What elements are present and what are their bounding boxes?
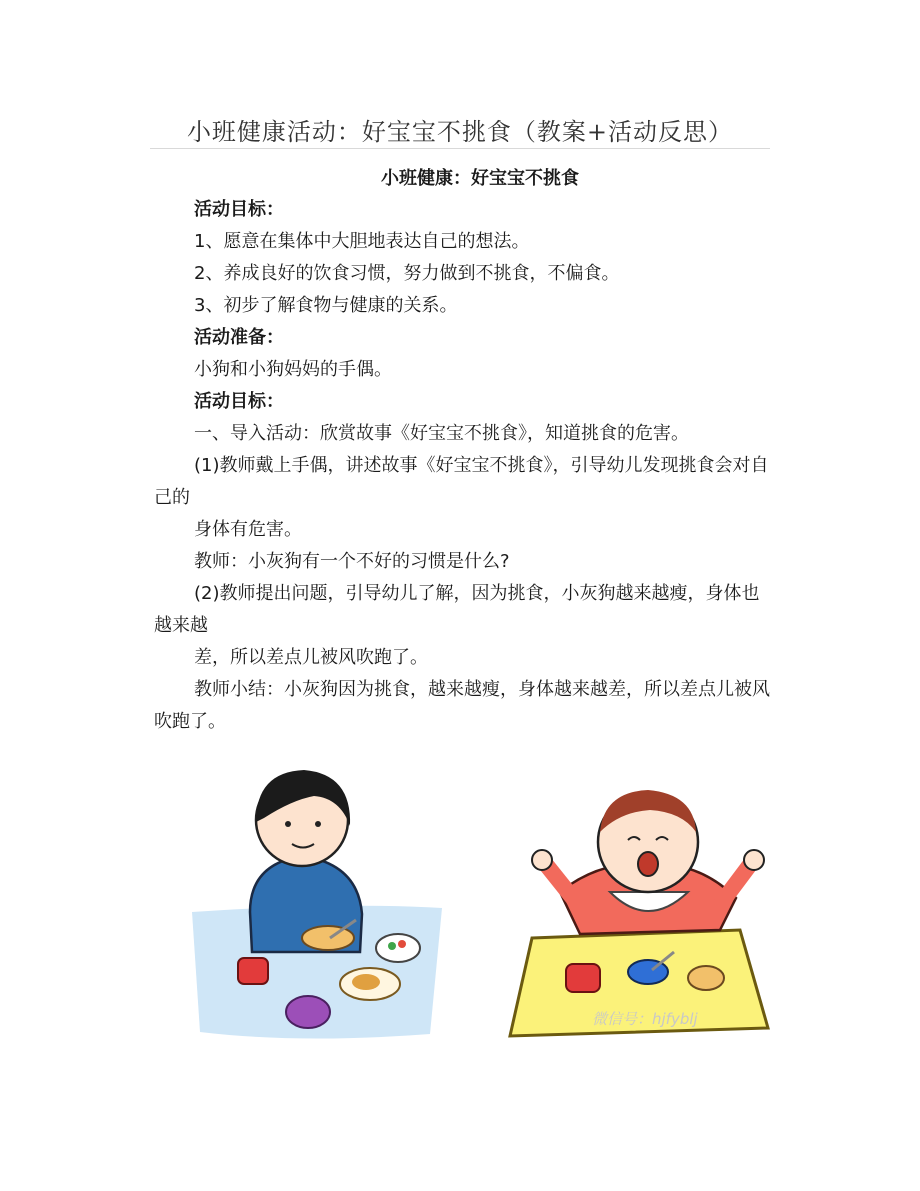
red-cup (238, 958, 268, 984)
grape-bowl (286, 996, 330, 1028)
paragraph-goal-1: 1、愿意在集体中大胆地表达自己的想法。 (194, 231, 530, 252)
soup-bowl (688, 966, 724, 990)
watermark-text: 微信号：hjfyblj (592, 1010, 698, 1028)
paragraph-step-1: (1)教师戴上手偶，讲述故事《好宝宝不挑食》，引导幼儿发现挑食会对自己的 (154, 455, 769, 508)
paragraph-goal-2: 2、养成良好的饮食习惯，努力做到不挑食，不偏食。 (194, 263, 620, 284)
paragraph-intro-activity: 一、导入活动：欣赏故事《好宝宝不挑食》，知道挑食的危害。 (194, 423, 689, 444)
salad-bowl (376, 934, 420, 962)
paragraph-preparation: 小狗和小狗妈妈的手偶。 (194, 359, 392, 380)
paragraph-goal-3: 3、初步了解食物与健康的关系。 (194, 295, 458, 316)
paragraph-step-2-cont: 差，所以差点儿被风吹跑了。 (194, 647, 428, 668)
document-title: 小班健康活动：好宝宝不挑食（教案+活动反思） (186, 118, 734, 146)
paragraph-step-2: (2)教师提出问题，引导幼儿了解，因为挑食，小灰狗越来越瘦，身体也越来越 (154, 583, 760, 636)
paragraph-teacher-question: 教师：小灰狗有一个不好的习惯是什么? (194, 551, 510, 572)
paragraph-teacher-summary: 教师小结：小灰狗因为挑食，越来越瘦，身体越来越差，所以差点儿被风吹跑了。 (154, 679, 770, 732)
child-red-cup (566, 964, 600, 992)
section-heading-goals: 活动目标： (194, 199, 284, 220)
children-eating-illustration (180, 752, 790, 1047)
section-heading-preparation: 活动准备： (194, 327, 284, 348)
title-divider (150, 148, 770, 149)
paragraph-step-1-cont: 身体有危害。 (194, 519, 302, 540)
document-body (154, 194, 774, 738)
section-heading-activity: 活动目标： (194, 391, 284, 412)
boy-bowl (302, 926, 354, 950)
document-subtitle: 小班健康：好宝宝不挑食 (381, 168, 579, 189)
